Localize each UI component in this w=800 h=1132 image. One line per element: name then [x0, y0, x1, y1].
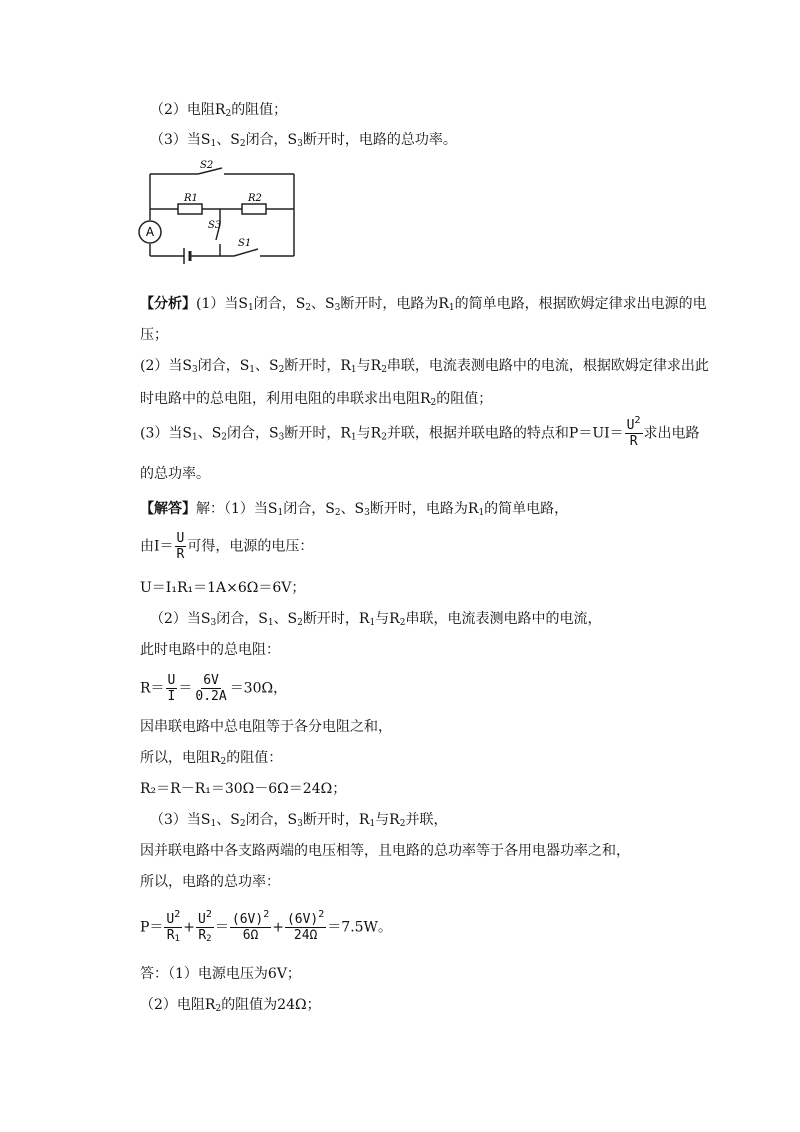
answer-line-10: （3）当$S_1$、$S_2$闭合，$S_3$断开时，$R_1$与$R_2$并联，	[150, 812, 448, 829]
analysis-line-4: 时电路中的总电阻，利用电阻的串联求出电阻$R_2$的阻值；	[140, 391, 493, 408]
circuit-diagram	[138, 160, 308, 270]
answer-line-13: P＝ $\frac{U^2}{R_1}$ + $\frac{U^2}{R_2}$ ＝ $\frac{(6V)^2}{6\Omega}$ + $\frac{(6V)^2}{24\Omega}$ ＝7.5W。	[140, 909, 392, 944]
answer-line-9: R₂＝R－R₁＝30Ω－6Ω＝24Ω；	[140, 781, 347, 797]
ohm-law-fraction: $\frac{U}{R}$	[176, 531, 185, 562]
question-2: （2）电阻$R_2$的阻值；	[150, 102, 288, 119]
answer-line-3: U＝I₁R₁＝1A×6Ω＝6V；	[140, 580, 306, 596]
power-formula-fraction: $\frac{U^2}{R}$	[626, 415, 641, 449]
answer-line-14: 答：（1）电源电压为6V；	[140, 966, 301, 982]
power-fraction-2: $\frac{U^2}{R_2}$	[198, 909, 212, 944]
power-fraction-1: $\frac{U^2}{R_1}$	[166, 909, 181, 944]
analysis-line-1: 【分析】(1）当$S_1$闭合，$S_2$、$S_3$断开时，电路为$R_1$的简单电路，根据欧姆定律求出电源的电	[140, 296, 707, 313]
analysis-line-6: 的总功率。	[140, 466, 210, 482]
answer-line-12: 所以，电路的总功率：	[140, 874, 280, 890]
s3-label: S3	[208, 220, 222, 231]
ammeter-label: A	[145, 225, 155, 239]
answer-line-7: 因串联电路中总电阻等于各分电阻之和，	[140, 719, 392, 735]
answer-line-4: （2）当$S_3$闭合，$S_1$、$S_2$断开时，$R_1$与$R_2$串联，电流表测电路中的电流，	[150, 611, 602, 628]
answer-line-15: （2）电阻$R_2$的阻值为24Ω；	[140, 997, 321, 1014]
total-resistance-fraction-1: $\frac{U}{I}$	[167, 673, 176, 704]
total-resistance-fraction-2: $\frac{6V}{0.2A}$	[195, 673, 227, 704]
answer-line-6: R＝ $\frac{U}{I}$ ＝ $\frac{6V}{0.2A}$ ＝30Ω，	[140, 673, 288, 704]
analysis-line-5: (3）当$S_1$、$S_2$闭合，$S_3$断开时，$R_1$与$R_2$并联，根据并联电路的特点和P＝UI＝ $\frac{U^2}{R}$ 求出电路	[140, 415, 700, 449]
power-fraction-3: $\frac{(6V)^2}{6\Omega}$	[231, 909, 270, 943]
answer-line-11: 因并联电路中各支路两端的电压相等，且电路的总功率等于各用电器功率之和，	[140, 843, 630, 859]
s1-label: S1	[238, 238, 252, 249]
power-fraction-4: $\frac{(6V)^2}{24\Omega}$	[286, 909, 325, 943]
answer-line-8: 所以，电阻$R_2$的阻值：	[140, 750, 283, 767]
s2-label: S2	[200, 160, 214, 171]
analysis-line-2: 压；	[140, 327, 168, 343]
r2-label: R2	[248, 193, 262, 204]
question-3: （3）当$S_1$、$S_2$闭合，$S_3$断开时，电路的总功率。	[150, 132, 457, 149]
answer-line-5: 此时电路中的总电阻：	[140, 642, 280, 658]
analysis-line-3: (2）当$S_3$闭合，$S_1$、$S_2$断开时，$R_1$与$R_2$串联，电流表测电路中的电流，根据欧姆定律求出此	[140, 358, 709, 375]
r1-label: R1	[184, 193, 198, 204]
answer-line-2: 由I＝ $\frac{U}{R}$ 可得，电源的电压：	[140, 531, 314, 562]
answer-line-1: 【解答】解：（1）当$S_1$闭合，$S_2$、$S_3$断开时，电路为$R_1$的简单电路，	[140, 501, 569, 518]
